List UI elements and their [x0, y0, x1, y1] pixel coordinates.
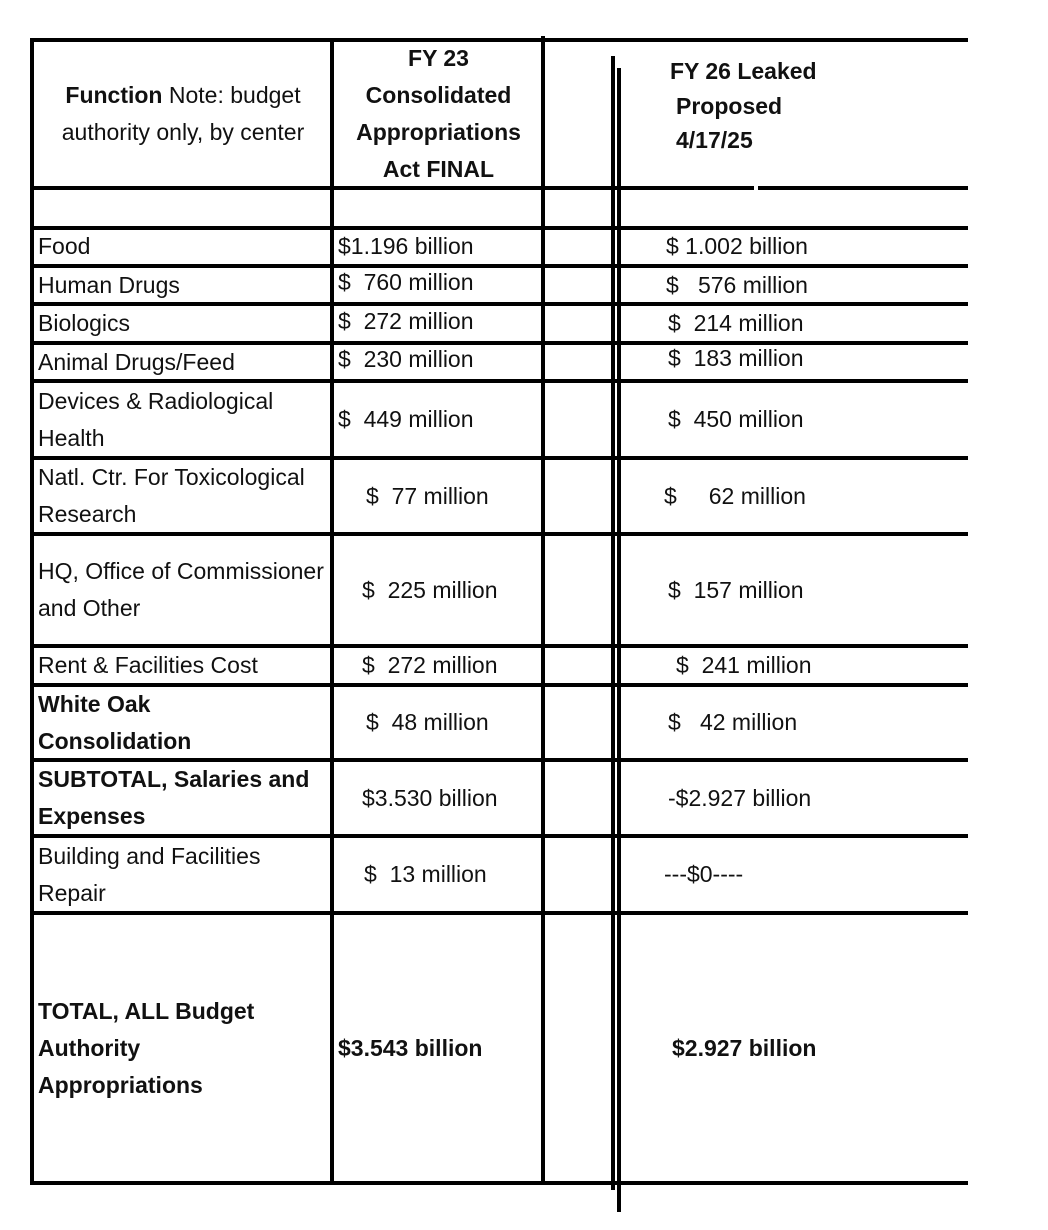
- table-row-function: [36, 306, 330, 341]
- table-row-function: [36, 460, 330, 532]
- function-label: Natl. Ctr. For Toxicological Research: [38, 464, 305, 527]
- column-divider-2: [541, 36, 545, 1185]
- fy23-value: $ 272 million: [362, 652, 498, 678]
- header-function: [36, 42, 330, 186]
- table-row-function: [36, 345, 330, 379]
- double-divider-a: [611, 56, 615, 1190]
- table-row-fy23: [336, 648, 541, 683]
- function-label: Food: [38, 233, 91, 259]
- column-divider-1: [330, 38, 334, 1185]
- table-row-fy23: [336, 915, 541, 1181]
- fy26-value: $ 576 million: [666, 271, 808, 298]
- header-fy26-line2: Proposed: [676, 92, 783, 119]
- double-divider-b: [617, 68, 621, 1212]
- fy23-value: $ 230 million: [338, 346, 474, 372]
- table-row-fy26: [624, 383, 964, 456]
- fy23-value: $ 449 million: [338, 406, 474, 432]
- table-row-fy23: [336, 762, 541, 834]
- fy26-value: $ 1.002 billion: [666, 233, 808, 259]
- table-row-function: [36, 838, 330, 911]
- table-row-fy26: [624, 915, 964, 1181]
- table-bottom-border: [30, 1181, 968, 1185]
- table-row-function: [36, 229, 330, 264]
- fy23-value: $1.196 billion: [338, 233, 474, 259]
- fy23-value: $3.530 billion: [362, 784, 498, 811]
- fy26-value: ---$0----: [664, 861, 744, 887]
- header-fy23-label: FY 23 Consolidated Appropriations Act FINAL: [356, 45, 521, 182]
- table-row-function: [36, 687, 330, 758]
- table-row-fy26: [624, 341, 964, 376]
- table-row-function: [36, 268, 330, 302]
- table-row-fy23: [336, 383, 541, 456]
- table-row-fy26: [624, 536, 964, 644]
- table-row-fy23: [336, 342, 541, 377]
- header-function-label: Function: [65, 82, 163, 108]
- header-bottom-border-right: [758, 186, 968, 190]
- fy23-value: $3.543 billion: [338, 1034, 483, 1061]
- table-row-function: [36, 536, 330, 644]
- table-row-fy26: [624, 648, 964, 683]
- fy23-value: $ 760 million: [338, 268, 474, 295]
- function-label: Building and Facilities Repair: [38, 842, 261, 906]
- fy26-value: $ 42 million: [668, 709, 798, 735]
- function-label: Animal Drugs/Feed: [38, 348, 235, 375]
- fy26-value: $ 62 million: [664, 482, 806, 509]
- table-row-fy23: [336, 838, 541, 911]
- fy23-value: $ 13 million: [364, 861, 487, 887]
- fy23-value: $ 225 million: [362, 576, 498, 603]
- table-row-fy23: [336, 264, 541, 300]
- function-label: Biologics: [38, 310, 131, 336]
- function-label: HQ, Office of Commissioner and Other: [38, 558, 324, 621]
- header-fy26: [670, 54, 817, 158]
- fy26-value: -$2.927 billion: [668, 784, 812, 811]
- function-label: Rent & Facilities Cost: [38, 652, 258, 678]
- table-row-fy23: [336, 687, 541, 758]
- table-row-fy23: [336, 229, 541, 264]
- fy26-value: $2.927 billion: [672, 1034, 817, 1061]
- table-row-fy26: [624, 762, 964, 834]
- fy26-value: $ 450 million: [668, 406, 804, 432]
- table-row-fy26: [624, 268, 964, 302]
- fy26-value: $ 214 million: [668, 310, 804, 336]
- function-label: White Oak Consolidation: [38, 690, 192, 754]
- function-label: Human Drugs: [38, 271, 180, 298]
- table-row-function: [36, 762, 330, 834]
- function-label: Devices & Radiological Health: [38, 387, 274, 451]
- fy23-value: $ 48 million: [366, 709, 489, 735]
- function-label: SUBTOTAL, Salaries and Expenses: [38, 766, 310, 829]
- header-function-note: Note: budget authority only, by center: [61, 82, 305, 145]
- table-left-border: [30, 38, 34, 1185]
- fy23-value: $ 272 million: [338, 308, 474, 334]
- header-fy23: [336, 42, 541, 186]
- table-row-fy23: [336, 536, 541, 644]
- table-row-fy26: [624, 229, 964, 264]
- fy23-value: $ 77 million: [366, 482, 489, 509]
- function-label: TOTAL, ALL Budget Authority Appropriations: [38, 997, 255, 1098]
- table-row-function: [36, 383, 330, 456]
- table-row-fy26: [624, 460, 964, 532]
- table-row-fy23: [336, 460, 541, 532]
- header-fy26-line3: 4/17/25: [676, 127, 753, 153]
- fy26-value: $ 241 million: [676, 652, 812, 678]
- table-row-function: [36, 648, 330, 683]
- fy26-value: $ 157 million: [668, 576, 804, 603]
- table-row-fy26: [624, 687, 964, 758]
- table-row-fy26: [624, 838, 964, 911]
- table-row-fy26: [624, 306, 964, 341]
- table-row-function: [36, 915, 330, 1181]
- table-row-fy23: [336, 304, 541, 339]
- header-fy26-line1: FY 26 Leaked: [670, 58, 817, 84]
- fy26-value: $ 183 million: [668, 345, 804, 371]
